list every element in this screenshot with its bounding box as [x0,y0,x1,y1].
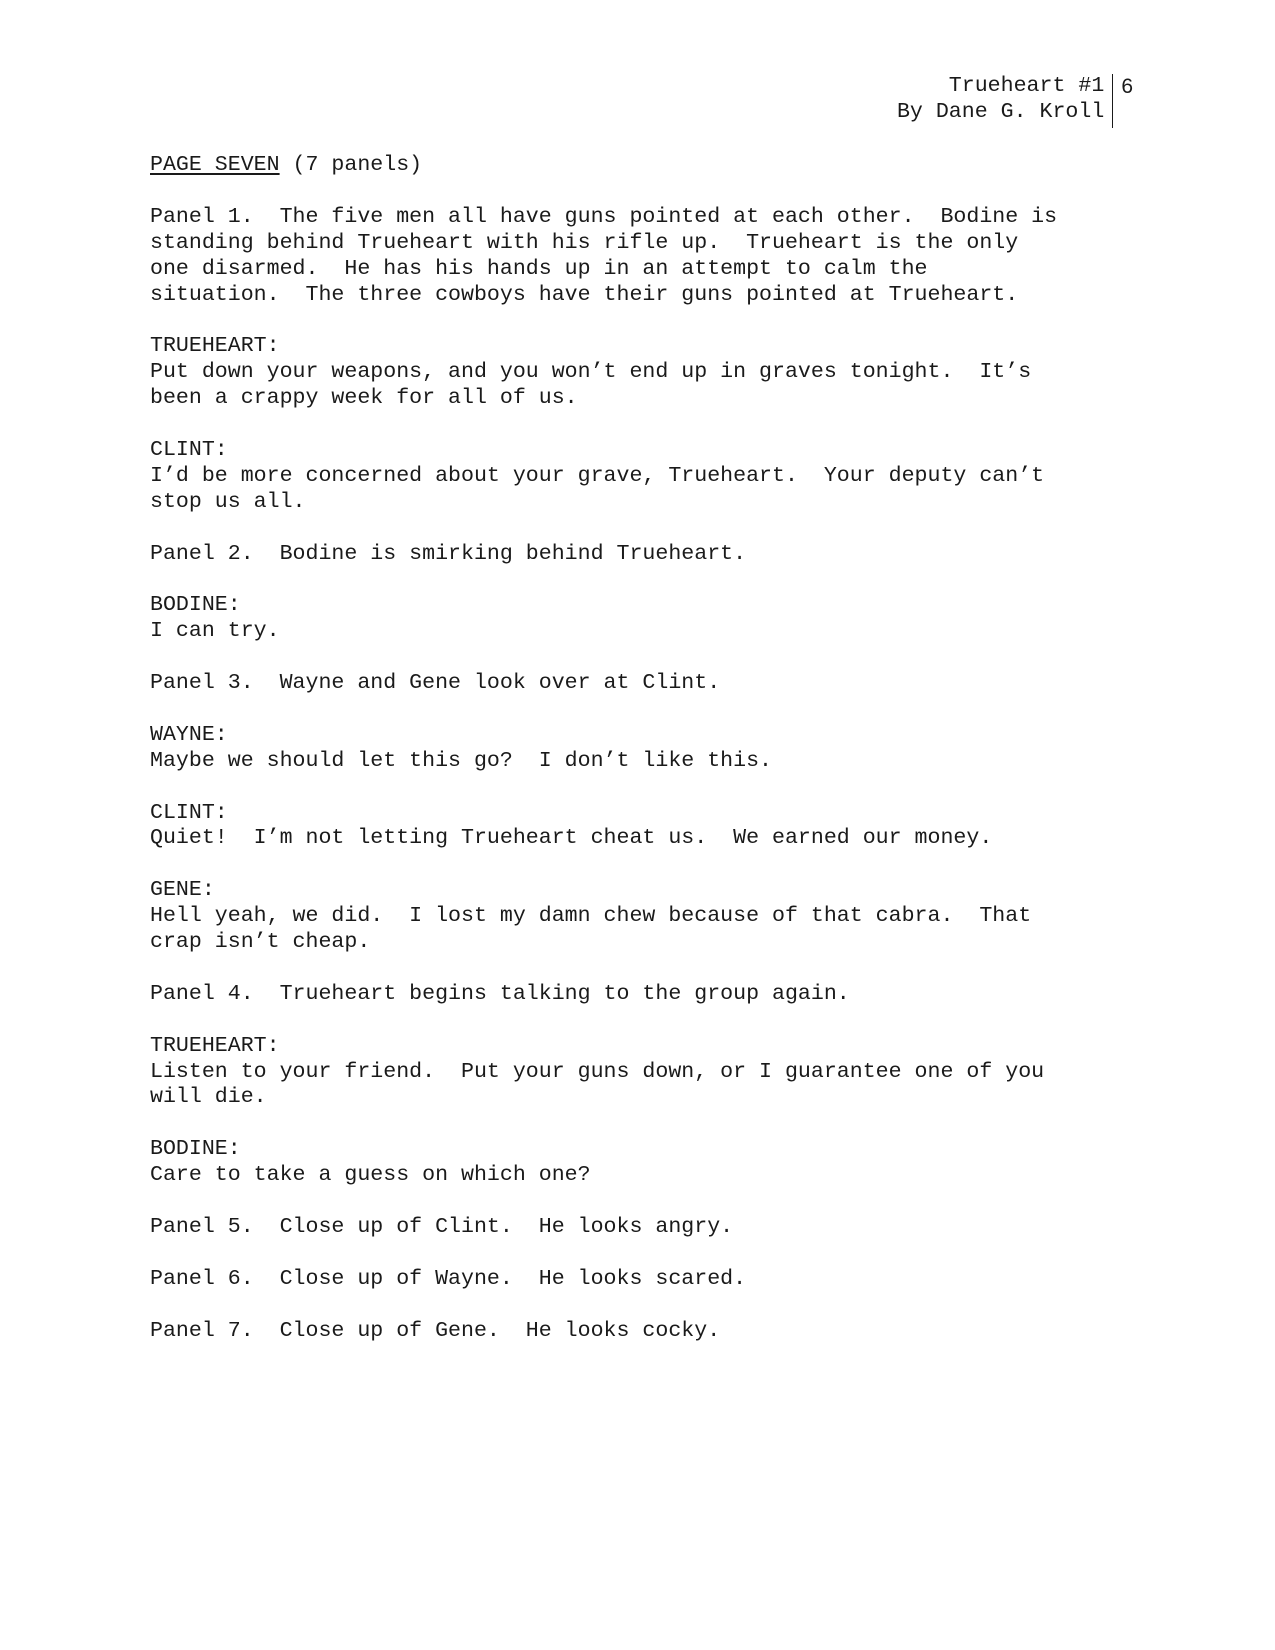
script-line: BODINE: [150,593,241,618]
script-block [150,878,1150,956]
script-block [150,438,1150,516]
script-line: Panel 5. Close up of Clint. He looks angry. [150,1214,734,1239]
page-heading [150,153,1150,179]
script-line: Quiet! I’m not letting Trueheart cheat us. We earned our money. [150,826,993,851]
script-line: BODINE: [150,1137,241,1162]
page-heading-subtitle: (7 panels) [279,153,423,177]
script-block [150,1267,1150,1293]
header-title: Trueheart #1 [948,74,1105,98]
script-line: stop us all. [150,489,306,514]
page-number: 6 [1121,75,1133,98]
script-line: CLINT: [150,437,228,462]
script-line: been a crappy week for all of us. [150,386,578,411]
script-line: WAYNE: [150,722,228,747]
script-line: Panel 6. Close up of Wayne. He looks scared. [150,1266,747,1291]
script-block [150,1137,1150,1189]
script-line: will die. [150,1085,267,1110]
script-block [150,205,1150,309]
script-line: situation. The three cowboys have their guns pointed at Trueheart. [150,282,1019,307]
script-block [150,1215,1150,1241]
script-line: TRUEHEART: [150,334,280,359]
header-text [897,74,1112,128]
script-line: CLINT: [150,800,228,825]
script-block [150,334,1150,412]
script-line: Panel 7. Close up of Gene. He looks cocky. [150,1318,721,1343]
script-block [150,1034,1150,1112]
script-line: one disarmed. He has his hands up in an attempt to calm the [150,256,928,281]
script-line: I can try. [150,619,280,644]
script-line: Panel 2. Bodine is smirking behind Trueheart. [150,541,747,566]
script-blocks [150,205,1150,1345]
script-line: Panel 3. Wayne and Gene look over at Clint. [150,671,721,696]
script-line: Put down your weapons, and you won’t end up in graves tonight. It’s [150,360,1032,385]
script-block [150,1319,1150,1345]
script-line: Maybe we should let this go? I don’t like this. [150,748,773,773]
script-block [150,593,1150,645]
script-line: TRUEHEART: [150,1033,280,1058]
page-header [897,74,1133,128]
script-line: Panel 4. Trueheart begins talking to the group again. [150,981,850,1006]
header-author: By Dane G. Kroll [896,99,1105,124]
script-block [150,801,1150,853]
script-block [150,542,1150,568]
script-line: GENE: [150,878,215,903]
script-line: Hell yeah, we did. I lost my damn chew because of that cabra. That [150,904,1032,929]
script-block [150,671,1150,697]
script-line: standing behind Trueheart with his rifle up. Trueheart is the only [150,230,1019,255]
script-line: I’d be more concerned about your grave, Trueheart. Your deputy can’t [150,463,1045,488]
script-line: crap isn’t cheap. [150,930,371,955]
script-block [150,982,1150,1008]
script-block [150,723,1150,775]
script-line: Care to take a guess on which one? [150,1163,591,1188]
page-heading-title: PAGE SEVEN [150,153,280,177]
script-line: Listen to your friend. Put your guns down, or I guarantee one of you [150,1059,1045,1084]
script-body [150,153,1150,1370]
script-line: Panel 1. The five men all have guns pointed at each other. Bodine is [150,204,1058,229]
